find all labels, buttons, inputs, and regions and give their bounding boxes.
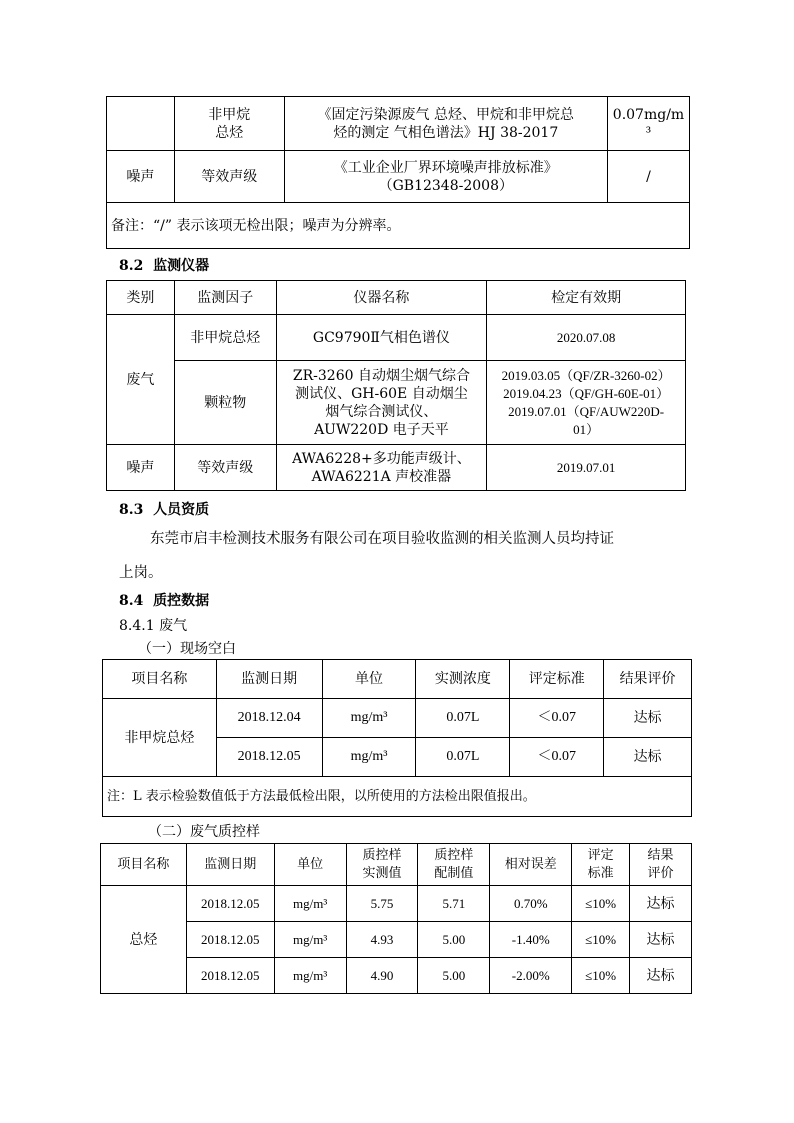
date-cell: 2018.12.05: [186, 886, 274, 922]
instrument-name-cell: ZR-3260 自动烟尘烟气综合 测试仪、GH-60E 自动烟尘 烟气综合测试仪、 AUW220D 电子天平: [276, 361, 487, 445]
method-cell: 《固定污染源废气 总烃、甲烷和非甲烷总 烃的测定 气相色谱法》HJ 38-2017: [284, 97, 607, 151]
table-row: [107, 203, 690, 249]
table-note: 注：L 表示检验数值低于方法最低检出限，以所使用的方法检出限值报出。: [103, 777, 692, 817]
validity-cell: 2019.07.01: [487, 445, 686, 491]
header-cell: 类别: [107, 281, 175, 315]
header-cell: 质控样 实测值: [346, 844, 418, 886]
method-cell: 《工业企业厂界环境噪声排放标准》 （GB12348-2008）: [284, 151, 607, 203]
item-cell: 非甲烷总烃: [103, 699, 217, 777]
instrument-name-cell: AWA6228+多功能声级计、 AWA6221A 声校准器: [276, 445, 487, 491]
table-header-row: [103, 660, 692, 699]
instrument-table: [106, 280, 686, 491]
standard-cell: ≤10%: [572, 922, 630, 958]
table-header-row: [107, 281, 686, 315]
error-cell: 0.70%: [490, 886, 572, 922]
header-cell: 单位: [322, 660, 416, 699]
prepared-cell: 5.00: [418, 922, 490, 958]
result-cell: 达标: [630, 958, 692, 994]
section-title: 监测仪器: [153, 258, 210, 274]
prepared-cell: 5.71: [418, 886, 490, 922]
table-row: [107, 445, 686, 491]
table-header-row: [101, 844, 692, 886]
unit-cell: mg/m³: [274, 958, 346, 994]
header-cell: 监测因子: [174, 281, 276, 315]
qc-sample-table: [100, 843, 692, 994]
standard-cell: ＜0.07: [510, 699, 604, 738]
detection-limit-cell: 0.07mg/m ³: [607, 97, 689, 151]
header-cell: 实测浓度: [416, 660, 510, 699]
header-cell: 项目名称: [103, 660, 217, 699]
factor-cell: 非甲烷总烃: [174, 315, 276, 361]
table-row: [101, 958, 692, 994]
value-cell: 0.07L: [416, 738, 510, 777]
result-cell: 达标: [630, 886, 692, 922]
part-heading-blank: （一）现场空白: [138, 641, 236, 657]
factor-cell: 非甲烷 总烃: [174, 97, 284, 151]
factor-cell: 颗粒物: [174, 361, 276, 445]
header-cell: 项目名称: [101, 844, 187, 886]
result-cell: 达标: [630, 922, 692, 958]
category-cell: 噪声: [107, 151, 175, 203]
section-title: 人员资质: [153, 502, 210, 518]
table-row: [107, 315, 686, 361]
date-cell: 2018.12.05: [186, 922, 274, 958]
table-row: [107, 97, 690, 151]
section-heading-8-2: [119, 256, 209, 276]
header-cell: 相对误差: [490, 844, 572, 886]
header-cell: 结果 评价: [630, 844, 692, 886]
error-cell: -1.40%: [490, 922, 572, 958]
table-row: [103, 777, 692, 817]
header-cell: 检定有效期: [487, 281, 686, 315]
factor-cell: 等效声级: [174, 151, 284, 203]
table-row: [107, 361, 686, 445]
unit-cell: mg/m³: [274, 922, 346, 958]
unit-cell: mg/m³: [322, 699, 416, 738]
category-cell: 废气: [107, 315, 175, 445]
standard-cell: ≤10%: [572, 886, 630, 922]
section-title: 质控数据: [153, 593, 210, 609]
table-row: [107, 151, 690, 203]
detection-limit-cell: /: [607, 151, 689, 203]
header-cell: 评定 标准: [572, 844, 630, 886]
field-blank-table: [102, 659, 692, 817]
result-cell: 达标: [604, 699, 692, 738]
category-cell: [107, 97, 175, 151]
error-cell: -2.00%: [490, 958, 572, 994]
paragraph: 东莞市启丰检测技术服务有限公司在项目验收监测的相关监测人员均持证: [150, 531, 614, 547]
header-cell: 监测日期: [216, 660, 322, 699]
table-row: [101, 922, 692, 958]
section-heading-8-3: [119, 500, 209, 520]
header-cell: 单位: [274, 844, 346, 886]
value-cell: 0.07L: [416, 699, 510, 738]
prepared-cell: 5.00: [418, 958, 490, 994]
category-cell: 噪声: [107, 445, 175, 491]
measured-cell: 5.75: [346, 886, 418, 922]
measured-cell: 4.90: [346, 958, 418, 994]
unit-cell: mg/m³: [274, 886, 346, 922]
date-cell: 2018.12.04: [216, 699, 322, 738]
date-cell: 2018.12.05: [216, 738, 322, 777]
header-cell: 质控样 配制值: [418, 844, 490, 886]
standard-cell: ≤10%: [572, 958, 630, 994]
measured-cell: 4.93: [346, 922, 418, 958]
standard-cell: ＜0.07: [510, 738, 604, 777]
paragraph-continued: 上岗。: [119, 565, 163, 581]
header-cell: 仪器名称: [276, 281, 487, 315]
subsection-heading: 8.4.1 废气: [119, 618, 188, 634]
part-heading-qc-sample: （二）废气质控样: [148, 824, 260, 840]
header-cell: 结果评价: [604, 660, 692, 699]
section-heading-8-4: [119, 591, 209, 611]
method-table: [106, 96, 690, 249]
table-row: [103, 699, 692, 738]
validity-cell: 2020.07.08: [487, 315, 686, 361]
section-number: 8.2: [119, 258, 144, 274]
item-cell: 总烃: [101, 886, 187, 994]
unit-cell: mg/m³: [322, 738, 416, 777]
header-cell: 评定标准: [510, 660, 604, 699]
validity-cell: 2019.03.05（QF/ZR-3260-02） 2019.04.23（QF/GH-60E-01） 2019.07.01（QF/AUW220D- 01）: [487, 361, 686, 445]
section-number: 8.4: [119, 593, 144, 609]
result-cell: 达标: [604, 738, 692, 777]
header-cell: 监测日期: [186, 844, 274, 886]
section-number: 8.3: [119, 502, 144, 518]
instrument-name-cell: GC9790Ⅱ气相色谱仪: [276, 315, 487, 361]
date-cell: 2018.12.05: [186, 958, 274, 994]
table-note: 备注：“/” 表示该项无检出限；噪声为分辨率。: [107, 203, 690, 249]
table-row: [101, 886, 692, 922]
factor-cell: 等效声级: [174, 445, 276, 491]
